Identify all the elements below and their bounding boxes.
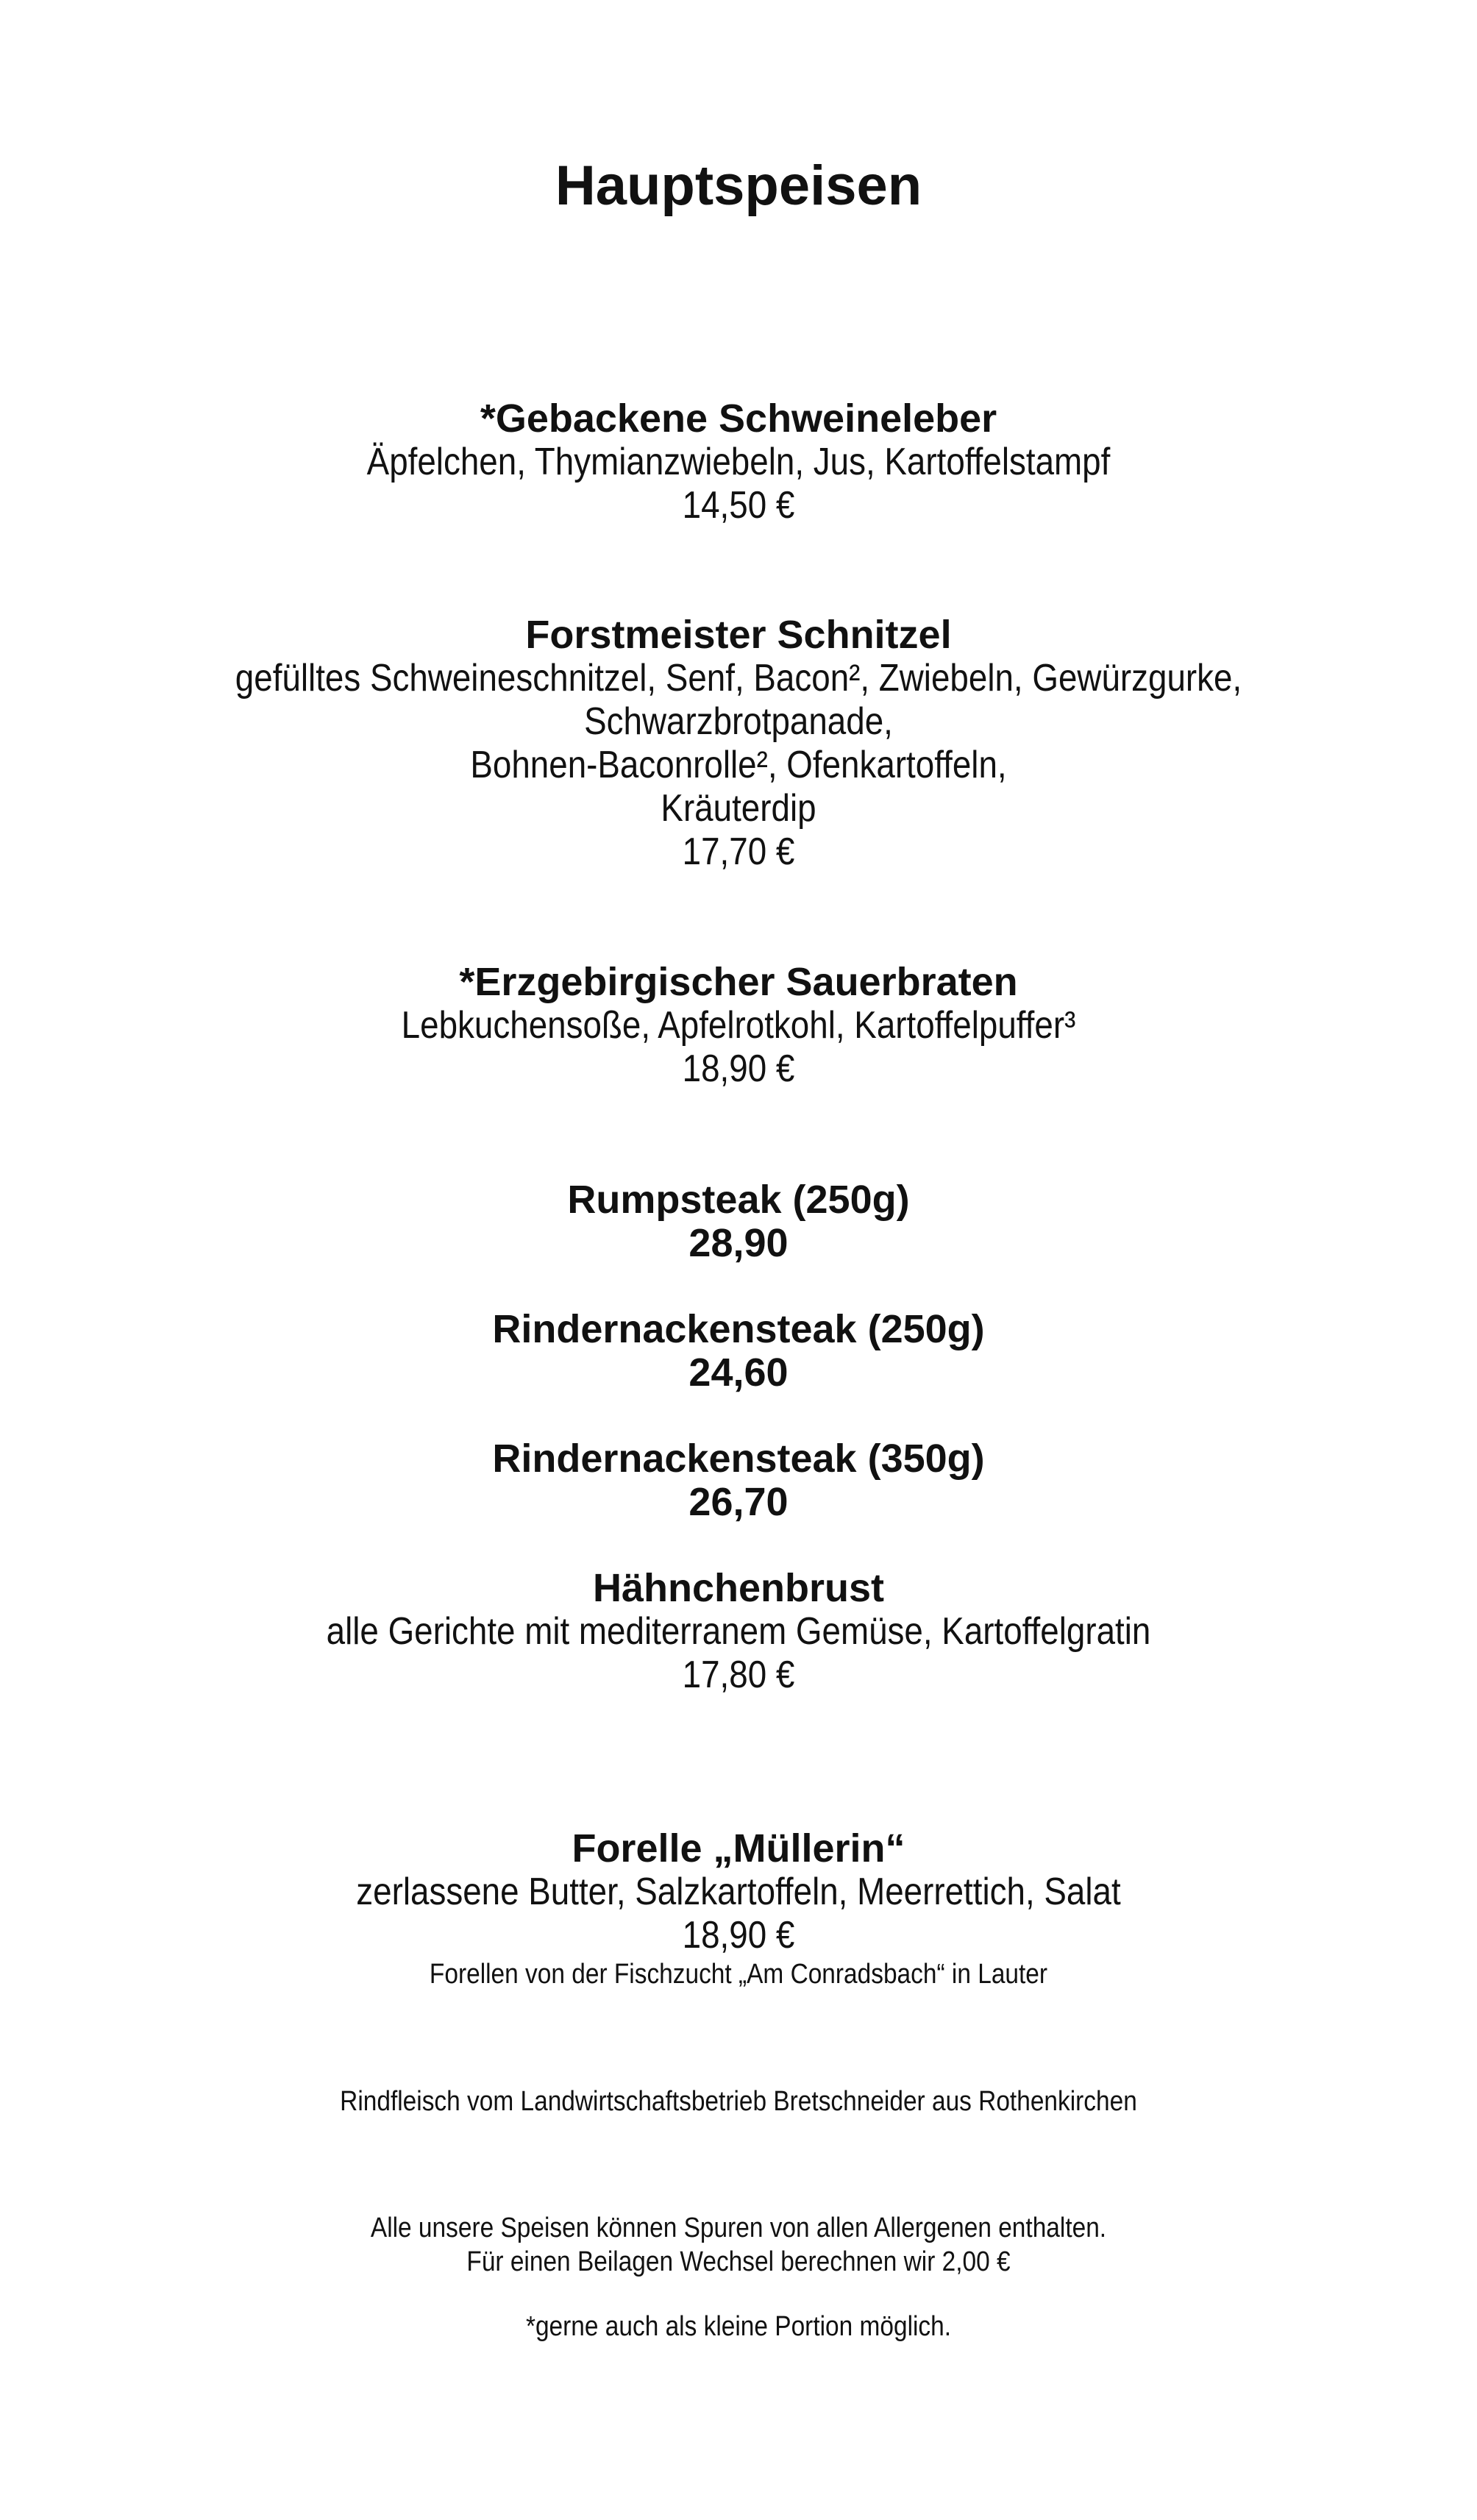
beef-origin-note bbox=[0, 2085, 1477, 2118]
dish-description: Äpfelchen, Thymianzwiebeln, Jus, Kartoffelstampf bbox=[366, 441, 1111, 483]
dish-description: zerlassene Butter, Salzkartoffeln, Meerrettich, Salat bbox=[356, 1871, 1121, 1913]
dish-name: Hähnchenbrust bbox=[592, 1566, 885, 1610]
dish-name: Forstmeister Schnitzel bbox=[525, 613, 952, 657]
dish-price: 17,80 € bbox=[682, 1654, 795, 1696]
dish-price: 24,60 bbox=[688, 1350, 789, 1395]
allergen-note bbox=[0, 2211, 1477, 2279]
dish-rindernackensteak-350 bbox=[0, 1437, 1477, 1524]
footer-text: Rindfleisch vom Landwirtschaftsbetrieb Bretschneider aus Rothenkirchen bbox=[340, 2086, 1137, 2117]
page-title: Hauptspeisen bbox=[555, 154, 922, 217]
footer-text: Für einen Beilagen Wechsel berechnen wir 2,00 € bbox=[466, 2246, 1011, 2277]
dish-name: *Gebackene Schweineleber bbox=[480, 396, 997, 441]
dish-description: Lebkuchensoße, Apfelrotkohl, Kartoffelpuffer³ bbox=[401, 1004, 1076, 1047]
dish-price: 26,70 bbox=[688, 1480, 789, 1524]
dish-forstmeister-schnitzel bbox=[0, 613, 1477, 874]
dish-forelle-muellerin bbox=[0, 1827, 1477, 1991]
dish-description: Kräuterdip bbox=[661, 787, 816, 830]
dish-erzgebirgischer-sauerbraten bbox=[0, 961, 1477, 1091]
dish-haehnchenbrust bbox=[0, 1567, 1477, 1697]
dish-name: Rumpsteak (250g) bbox=[567, 1178, 910, 1222]
dish-price: 28,90 bbox=[688, 1221, 789, 1265]
dish-name: Rindernackensteak (250g) bbox=[492, 1307, 985, 1351]
dish-name: Forelle „Müllerin“ bbox=[572, 1826, 905, 1871]
dish-note: Forellen von der Fischzucht „Am Conradsbach“ in Lauter bbox=[429, 1959, 1048, 1990]
dish-price: 18,90 € bbox=[682, 1047, 795, 1090]
small-portion-note bbox=[0, 2310, 1477, 2343]
dish-description: alle Gerichte mit mediterranem Gemüse, Kartoffelgratin bbox=[326, 1610, 1151, 1653]
footer-text: Alle unsere Speisen können Spuren von allen Allergenen enthalten. bbox=[370, 2213, 1107, 2243]
dish-rindernackensteak-250 bbox=[0, 1308, 1477, 1395]
dish-name: *Erzgebirgischer Sauerbraten bbox=[459, 960, 1018, 1004]
dish-price: 17,70 € bbox=[682, 830, 795, 873]
dish-price: 14,50 € bbox=[682, 484, 795, 527]
dish-price: 18,90 € bbox=[682, 1914, 795, 1957]
dish-description: Bohnen-Baconrolle², Ofenkartoffeln, bbox=[470, 744, 1007, 786]
dish-gebackene-schweineleber bbox=[0, 397, 1477, 527]
footer-text: *gerne auch als kleine Portion möglich. bbox=[525, 2311, 952, 2342]
dish-description: gefülltes Schweineschnitzel, Senf, Bacon², Zwiebeln, Gewürzgurke, bbox=[235, 657, 1242, 700]
dish-name: Rindernackensteak (350g) bbox=[492, 1437, 985, 1481]
dish-description: Schwarzbrotpanade, bbox=[584, 700, 893, 743]
dish-rumpsteak-250 bbox=[0, 1178, 1477, 1265]
